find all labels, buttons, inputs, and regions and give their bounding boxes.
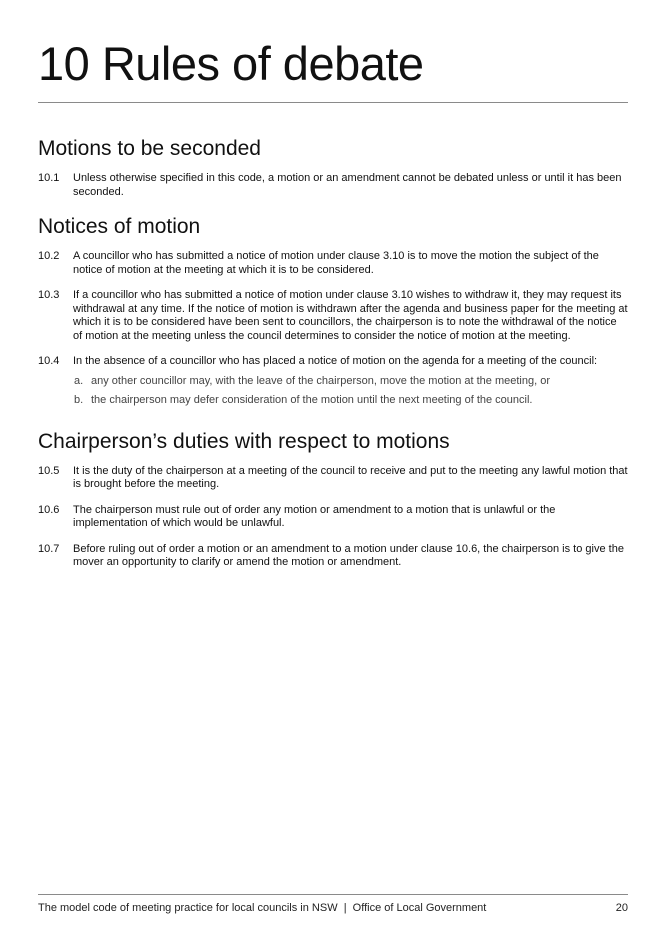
- title-divider: [38, 102, 628, 103]
- list-item: [73, 375, 628, 389]
- clause-text: If a councillor who has submitted a notice of motion under clause 3.10 wishes to withdraw it, they may request its withdrawal at any time. If the notice of motion is withdrawn after the agenda and business paper for the meeting at which it is to be considered have been sent to councillors, the chairperson is to note the withdrawal of the notice of motion at the meeting unless the council determines to consider the notice of motion at the meeting.: [73, 289, 628, 342]
- clause-number: 10.7: [38, 542, 60, 555]
- clause-text: Unless otherwise specified in this code, a motion or an amendment cannot be debated unless or until it has been seconded.: [73, 172, 622, 198]
- clause-text: Before ruling out of order a motion or an amendment to a motion under clause 10.6, the chairperson is to give the mover an opportunity to clarify or amend the motion or amendment.: [73, 542, 624, 568]
- section-heading: Motions to be seconded: [38, 137, 261, 160]
- page-title: 10 Rules of debate: [38, 37, 424, 90]
- page-content: [38, 135, 628, 584]
- clause-10-3: [38, 289, 628, 343]
- section-notices-of-motion: [38, 213, 628, 414]
- section-motions-to-be-seconded: [38, 135, 628, 199]
- list-item: [73, 394, 628, 408]
- clause-10-2: [38, 250, 628, 277]
- section-chairperson-duties: [38, 428, 628, 570]
- clause-body: [73, 355, 628, 414]
- clause-text: In the absence of a councillor who has placed a notice of motion on the agenda for a meeting of the council:: [73, 355, 598, 367]
- clause-number: 10.1: [38, 172, 60, 184]
- clause-text: The chairperson must rule out of order any motion or amendment to a motion that is unlawful or the implementation of which would be unlawful.: [73, 503, 556, 529]
- clause-number: 10.6: [38, 503, 60, 516]
- section-heading: Chairperson’s duties with respect to motions: [38, 429, 450, 453]
- clause-number: 10.3: [38, 289, 60, 301]
- footer-page-number: 20: [615, 902, 628, 914]
- list-marker: a.: [74, 374, 84, 387]
- page-footer: [38, 901, 628, 915]
- footer-divider: [38, 894, 628, 895]
- clause-10-4: [38, 355, 628, 414]
- list-item-text: the chairperson may defer consideration of the motion until the next meeting of the council.: [91, 394, 533, 406]
- clause-10-6: [38, 504, 628, 531]
- clause-text: A councillor who has submitted a notice of motion under clause 3.10 is to move the motion the subject of the notice of motion at the meeting at which it is to be considered.: [73, 250, 599, 276]
- clause-10-1: [38, 172, 628, 199]
- list-item-text: any other councillor may, with the leave of the chairperson, move the motion at the meeting, or: [91, 374, 550, 387]
- clause-10-5: [38, 465, 628, 492]
- clause-10-7: [38, 543, 628, 570]
- list-marker: b.: [74, 394, 84, 406]
- document-page: [38, 0, 628, 941]
- footer-document-title: The model code of meeting practice for local councils in NSW | Office of Local Government: [38, 902, 487, 914]
- clause-number: 10.5: [38, 464, 60, 477]
- section-heading: Notices of motion: [38, 215, 201, 238]
- clause-number: 10.4: [38, 355, 60, 367]
- clause-number: 10.2: [38, 250, 60, 262]
- clause-sublist: [73, 375, 628, 408]
- clause-text: It is the duty of the chairperson at a meeting of the council to receive and put to the meeting any lawful motion that is brought before the meeting.: [73, 464, 628, 490]
